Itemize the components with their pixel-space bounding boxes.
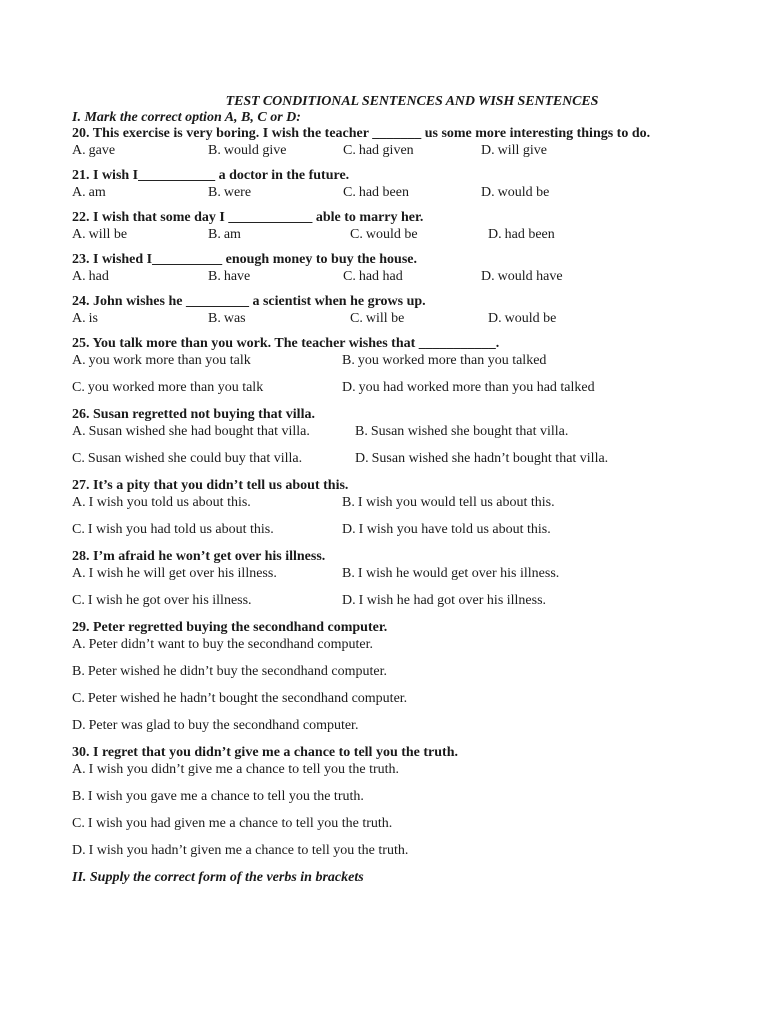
question-stem: 28. I’m afraid he won’t get over his illness.: [72, 549, 326, 564]
option-d: D. would be: [488, 311, 557, 326]
option-b: B. you worked more than you talked: [342, 353, 547, 368]
question-23: [72, 252, 712, 285]
question-stem: 29. Peter regretted buying the secondhand computer.: [72, 620, 388, 635]
question-stem: 25. You talk more than you work. The teacher wishes that ___________.: [72, 336, 500, 351]
question-27: [72, 478, 712, 549]
option-a: A. you work more than you talk: [72, 353, 251, 368]
section-2-heading: II. Supply the correct form of the verbs in brackets: [72, 870, 364, 885]
option-d: D. had been: [488, 227, 555, 242]
option-d: D. Peter was glad to buy the secondhand computer.: [72, 718, 359, 733]
option-b: B. Susan wished she bought that villa.: [355, 424, 569, 439]
question-stem: 24. John wishes he _________ a scientist when he grows up.: [72, 294, 426, 309]
option-c: C. would be: [350, 227, 418, 242]
option-c: C. Susan wished she could buy that villa.: [72, 451, 303, 466]
option-b: B. was: [208, 311, 246, 326]
question-25: [72, 336, 712, 407]
question-stem: 20. This exercise is very boring. I wish the teacher _______ us some more interesting things to do.: [72, 126, 651, 141]
option-c: C. had been: [343, 185, 409, 200]
option-c: C. I wish you had told us about this.: [72, 522, 274, 537]
options: [72, 143, 712, 159]
question-21: [72, 168, 712, 201]
question-29: [72, 620, 712, 745]
option-a: A. I wish you told us about this.: [72, 495, 251, 510]
option-a: A. Peter didn’t want to buy the secondhand computer.: [72, 637, 373, 652]
options: [72, 311, 712, 327]
options: [72, 227, 712, 243]
option-b: B. I wish you gave me a chance to tell you the truth.: [72, 789, 364, 804]
question-stem: 26. Susan regretted not buying that villa.: [72, 407, 315, 422]
option-d: D. I wish he had got over his illness.: [342, 593, 547, 608]
options: [72, 185, 712, 201]
option-a: A. Susan wished she had bought that villa.: [72, 424, 310, 439]
question-26: [72, 407, 712, 478]
option-d: D. would have: [481, 269, 563, 284]
options: [72, 269, 712, 285]
options: [72, 495, 712, 549]
option-d: D. will give: [481, 143, 548, 158]
option-b: B. would give: [208, 143, 287, 158]
option-c: C. had given: [343, 143, 414, 158]
option-c: C. Peter wished he hadn’t bought the secondhand computer.: [72, 691, 408, 706]
option-d: D. would be: [481, 185, 550, 200]
option-c: C. I wish he got over his illness.: [72, 593, 252, 608]
options: [72, 353, 712, 407]
options: [72, 637, 712, 745]
option-a: A. gave: [72, 143, 116, 158]
option-d: D. I wish you hadn’t given me a chance to tell you the truth.: [72, 843, 409, 858]
option-d: D. I wish you have told us about this.: [342, 522, 551, 537]
option-a: A. had: [72, 269, 109, 284]
page-title: TEST CONDITIONAL SENTENCES AND WISH SENTENCES: [225, 94, 599, 109]
option-c: C. had had: [343, 269, 403, 284]
section-1-heading: I. Mark the correct option A, B, C or D:: [72, 110, 301, 125]
option-a: A. is: [72, 311, 98, 326]
option-b: B. Peter wished he didn’t buy the secondhand computer.: [72, 664, 387, 679]
question-stem: 21. I wish I___________ a doctor in the future.: [72, 168, 350, 183]
option-a: A. will be: [72, 227, 128, 242]
question-24: [72, 294, 712, 327]
option-b: B. I wish you would tell us about this.: [342, 495, 555, 510]
option-b: B. I wish he would get over his illness.: [342, 566, 560, 581]
document-page: [72, 94, 712, 886]
options: [72, 424, 712, 478]
option-b: B. have: [208, 269, 251, 284]
option-a: A. am: [72, 185, 106, 200]
question-30: [72, 745, 712, 870]
option-a: A. I wish he will get over his illness.: [72, 566, 277, 581]
option-c: C. I wish you had given me a chance to tell you the truth.: [72, 816, 393, 831]
options: [72, 762, 712, 870]
question-stem: 22. I wish that some day I ____________ able to marry her.: [72, 210, 424, 225]
question-28: [72, 549, 712, 620]
option-d: D. you had worked more than you had talked: [342, 380, 595, 395]
option-a: A. I wish you didn’t give me a chance to tell you the truth.: [72, 762, 400, 777]
options: [72, 566, 712, 620]
question-stem: 23. I wished I__________ enough money to buy the house.: [72, 252, 417, 267]
question-22: [72, 210, 712, 243]
option-b: B. were: [208, 185, 252, 200]
option-b: B. am: [208, 227, 241, 242]
question-stem: 27. It’s a pity that you didn’t tell us about this.: [72, 478, 349, 493]
question-stem: 30. I regret that you didn’t give me a chance to tell you the truth.: [72, 745, 458, 760]
question-20: [72, 126, 712, 159]
option-c: C. will be: [350, 311, 405, 326]
option-d: D. Susan wished she hadn’t bought that villa.: [355, 451, 609, 466]
option-c: C. you worked more than you talk: [72, 380, 264, 395]
